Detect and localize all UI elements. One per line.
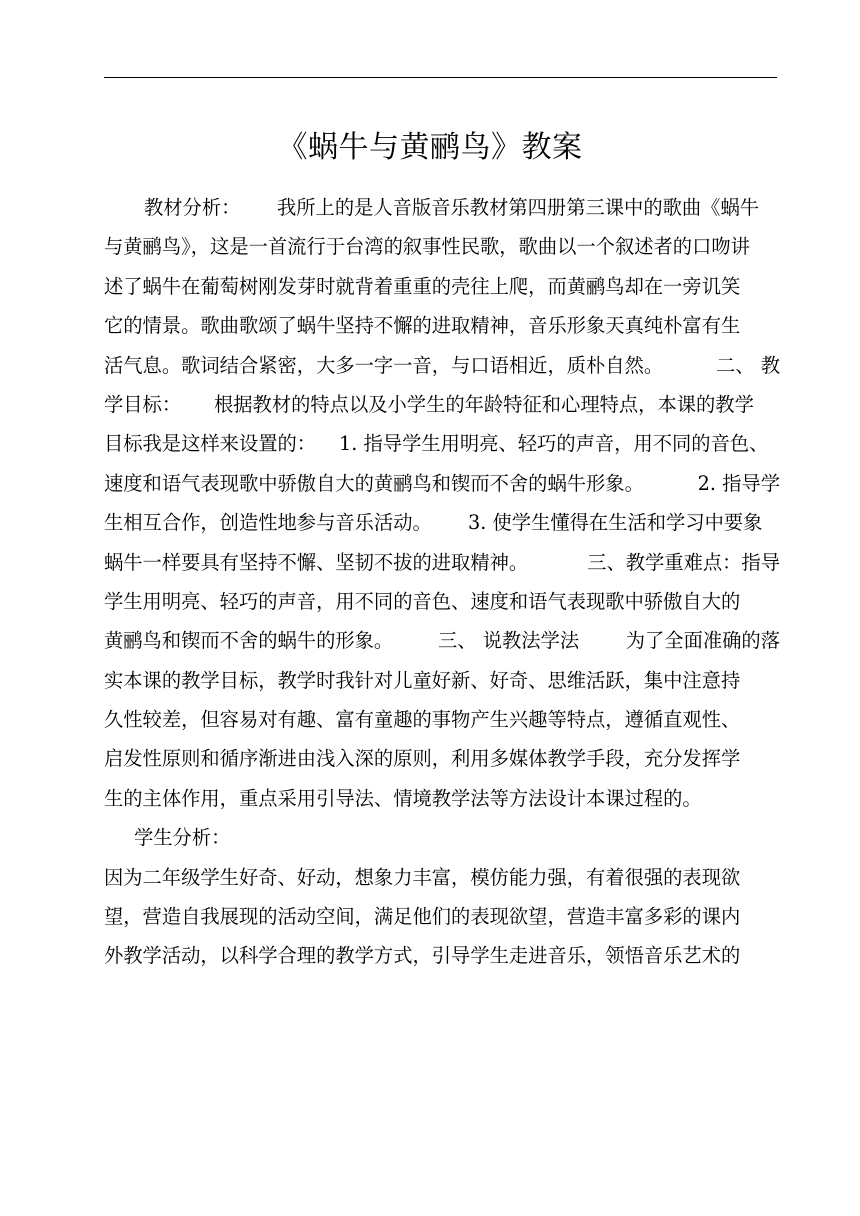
text-segment: 因为二年级学生好奇、好动，想象力丰富，模仿能力强，有着很强的表现欲 [104, 865, 741, 889]
text-segment: 蜗牛一样要具有坚持不懈、坚韧不拔的进取精神。 [104, 550, 529, 574]
text-segment: 我所上的是人音版音乐教材第四册第三课中的歌曲《蜗牛 [277, 196, 760, 219]
text-segment: 它的情景。歌曲歌颂了蜗牛坚持不懈的进取精神，音乐形象天真纯朴富有生 [104, 314, 741, 338]
section-heading-teaching-goals-cont: 学目标： [104, 392, 182, 416]
text-segment: 实本课的教学目标，教学时我针对儿童好新、好奇、思维活跃，集中注意持 [104, 668, 741, 692]
section-label-textbook-analysis: 教材分析： [144, 196, 241, 219]
text-segment: 根据教材的特点以及小学生的年龄特征和心理特点，本课的教学 [214, 392, 754, 416]
text-segment: 学生用明亮、轻巧的声音，用不同的音色、速度和语气表现歌中骄傲自大的 [104, 589, 741, 613]
text-line [104, 779, 780, 818]
text-line [104, 858, 780, 897]
section-heading-teaching-goals: 二、 教 [716, 353, 780, 377]
text-segment: 活气息。歌词结合紧密，大多一字一音，与口语相近，质朴自然。 [104, 353, 664, 377]
goal-item-3: 3. 使学生懂得在生活和学习中要象 [468, 511, 763, 535]
text-line [104, 897, 780, 936]
text-line [104, 621, 780, 660]
text-line [104, 346, 780, 385]
text-segment: 为了全面准确的落 [625, 629, 780, 653]
section-heading-methods: 三、 说教法学法 [438, 629, 580, 653]
section-heading-key-points: 三、教学重难点：指导 [587, 550, 780, 574]
text-segment: 目标我是这样来设置的： [104, 432, 317, 456]
text-segment: 外教学活动，以科学合理的教学方式，引导学生走进音乐，领悟音乐艺术的 [104, 944, 741, 968]
text-line [104, 503, 780, 542]
document-body [104, 188, 780, 976]
text-segment: 与黄鹂鸟》，这是一首流行于台湾的叙事性民歌，歌曲以一个叙述者的口吻讲 [104, 235, 750, 259]
text-line [104, 818, 780, 857]
text-line [104, 543, 780, 582]
text-line [104, 385, 780, 424]
text-line [104, 188, 780, 227]
text-line [104, 306, 780, 345]
document-title: 《蜗牛与黄鹂鸟》教案 [277, 130, 583, 165]
text-segment: 启发性原则和循序渐进由浅入深的原则，利用多媒体教学手段，充分发挥学 [104, 747, 741, 771]
text-line [104, 739, 780, 778]
text-line [104, 227, 780, 266]
text-segment: 生相互合作，创造性地参与音乐活动。 [104, 511, 432, 535]
text-line [104, 661, 780, 700]
section-label-student-analysis: 学生分析： [134, 826, 231, 850]
text-segment: 黄鹂鸟和锲而不舍的蜗牛的形象。 [104, 629, 394, 653]
text-segment: 生的主体作用，重点采用引导法、情境教学法等方法设计本课过程的。 [104, 786, 702, 810]
text-line [104, 424, 780, 463]
goal-item-2: 2. 指导学 [697, 471, 780, 495]
text-line [104, 936, 780, 975]
text-segment: 速度和语气表现歌中骄傲自大的黄鹂鸟和锲而不舍的蜗牛形象。 [104, 471, 644, 495]
text-line [104, 700, 780, 739]
header-rule [104, 77, 777, 78]
text-segment: 望，营造自我展现的活动空间，满足他们的表现欲望，营造丰富多彩的课内 [104, 905, 741, 929]
goal-item-1: 1. 指导学生用明亮、轻巧的声音，用不同的音色、 [339, 432, 769, 456]
text-segment: 述了蜗牛在葡萄树刚发芽时就背着重重的壳往上爬，而黄鹂鸟却在一旁讥笑 [104, 274, 741, 298]
text-line [104, 582, 780, 621]
text-line [104, 464, 780, 503]
text-line [104, 267, 780, 306]
text-segment: 久性较差，但容易对有趣、富有童趣的事物产生兴趣等特点，遵循直观性、 [104, 708, 741, 732]
